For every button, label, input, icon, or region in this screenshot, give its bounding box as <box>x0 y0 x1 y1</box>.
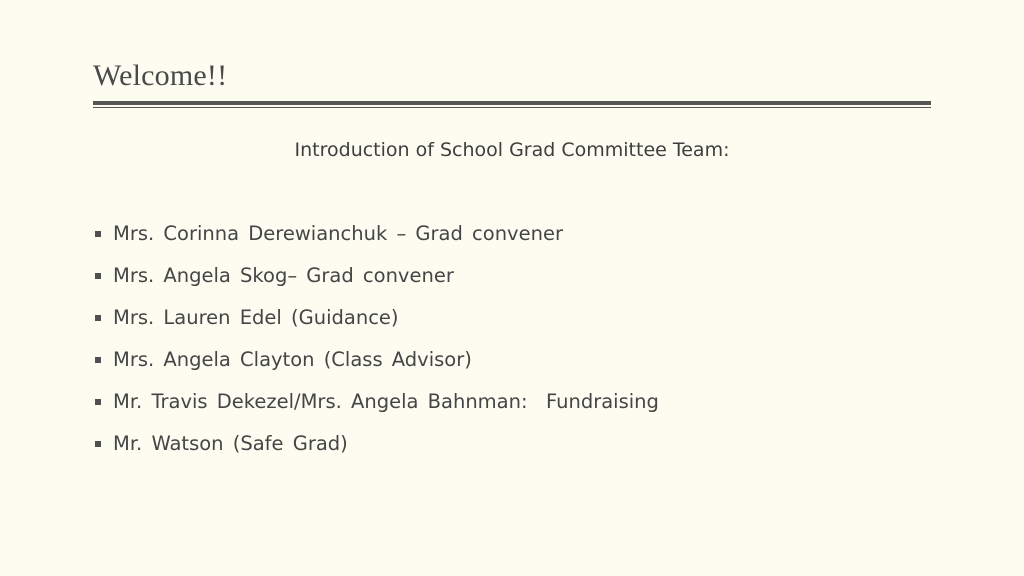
title-rule-thin <box>93 107 931 108</box>
title-rule-thick <box>93 101 931 105</box>
list-item-text: Mrs. Angela Clayton (Class Advisor) <box>113 348 472 371</box>
square-bullet-icon <box>95 441 101 447</box>
list-item-text: Mrs. Corinna Derewianchuk – Grad convener <box>113 222 563 245</box>
square-bullet-icon <box>95 273 101 279</box>
list-item-text: Mr. Watson (Safe Grad) <box>113 432 348 455</box>
list-item-text: Mrs. Angela Skog– Grad convener <box>113 264 454 287</box>
list-item-text: Mr. Travis Dekezel/Mrs. Angela Bahnman: Fundraising <box>113 390 659 413</box>
list-item-text: Mrs. Lauren Edel (Guidance) <box>113 306 399 329</box>
square-bullet-icon <box>95 399 101 405</box>
square-bullet-icon <box>95 231 101 237</box>
slide-subtitle: Introduction of School Grad Committee Team: <box>294 139 730 161</box>
slide-title: Welcome!! <box>93 59 228 92</box>
square-bullet-icon <box>95 357 101 363</box>
square-bullet-icon <box>95 315 101 321</box>
